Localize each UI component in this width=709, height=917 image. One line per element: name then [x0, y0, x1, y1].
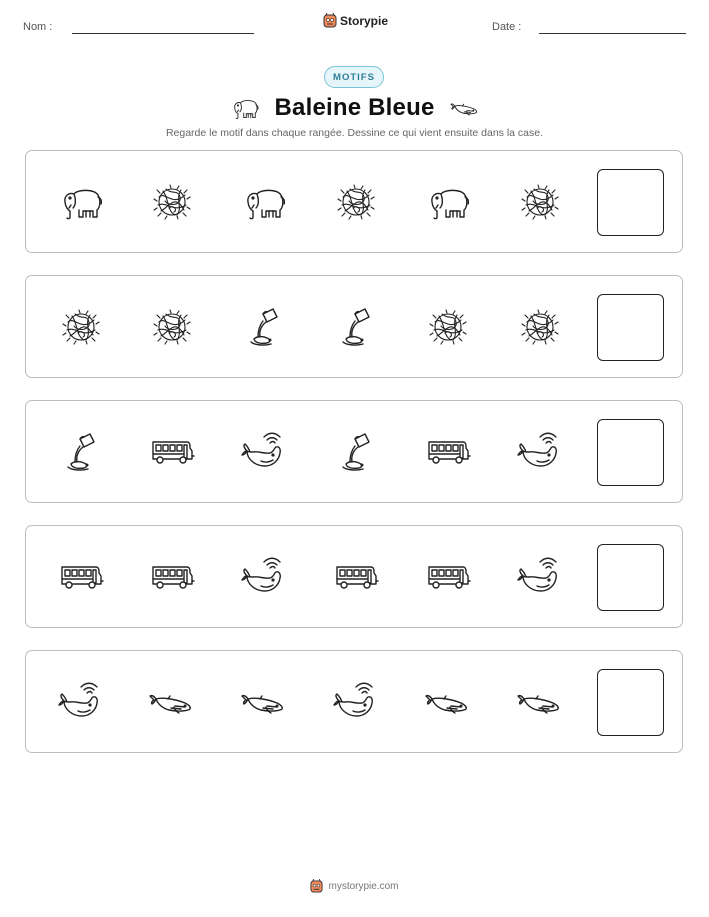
- pattern-cell: [56, 552, 106, 602]
- tangle-icon: [56, 302, 106, 352]
- pattern-cell: [515, 302, 565, 352]
- pattern-row-5: [25, 650, 683, 753]
- whale-spout-icon: [56, 677, 106, 727]
- footer-url: mystorypie.com: [328, 881, 399, 892]
- water-pour-icon: [56, 427, 106, 477]
- pattern-cell: [239, 427, 289, 477]
- pattern-cell: [515, 177, 565, 227]
- pattern-cell: [423, 427, 473, 477]
- pattern-row-2: [25, 275, 683, 378]
- elephant-icon: [423, 177, 473, 227]
- bus-icon: [147, 552, 197, 602]
- category-tag: MOTIFS: [324, 66, 384, 88]
- page-title: Baleine Bleue: [274, 94, 435, 121]
- brand-name: Storypie: [340, 14, 389, 28]
- bus-icon: [147, 427, 197, 477]
- pattern-row-3: [25, 400, 683, 503]
- whale-spout-icon: [515, 427, 565, 477]
- pattern-cell: [56, 302, 106, 352]
- pattern-cell: [239, 552, 289, 602]
- pattern-cell: [331, 177, 381, 227]
- date-line[interactable]: [539, 33, 686, 34]
- whale-spout-icon: [239, 427, 289, 477]
- pattern-cell: [147, 552, 197, 602]
- blue-whale-icon: [449, 92, 481, 124]
- pattern-cell: [56, 177, 106, 227]
- pattern-cell: [56, 677, 106, 727]
- pattern-row-4: [25, 525, 683, 628]
- answer-box[interactable]: [597, 544, 664, 611]
- bus-icon: [331, 552, 381, 602]
- tangle-icon: [147, 302, 197, 352]
- date-label: Date :: [492, 21, 522, 33]
- bus-icon: [423, 427, 473, 477]
- bus-icon: [423, 552, 473, 602]
- pattern-cell: [423, 677, 473, 727]
- pattern-cell: [239, 302, 289, 352]
- elephant-icon: [229, 92, 261, 124]
- elephant-icon: [56, 177, 106, 227]
- tangle-icon: [423, 302, 473, 352]
- pattern-cell: [147, 177, 197, 227]
- instructions: Regarde le motif dans chaque rangée. Dessine ce qui vient ensuite dans la case.: [165, 127, 544, 139]
- storypie-mascot-icon: [323, 13, 337, 29]
- answer-box[interactable]: [597, 294, 664, 361]
- pattern-cell: [331, 552, 381, 602]
- pattern-cell: [147, 302, 197, 352]
- answer-box[interactable]: [597, 419, 664, 486]
- footer: [0, 879, 709, 894]
- answer-box[interactable]: [597, 669, 664, 736]
- pattern-cell: [331, 427, 381, 477]
- pattern-cell: [239, 677, 289, 727]
- tangle-icon: [515, 177, 565, 227]
- blue-whale-icon: [423, 677, 473, 727]
- name-line[interactable]: [72, 33, 254, 34]
- bus-icon: [56, 552, 106, 602]
- blue-whale-icon: [239, 677, 289, 727]
- pattern-cell: [56, 427, 106, 477]
- pattern-cell: [147, 677, 197, 727]
- answer-box[interactable]: [597, 169, 664, 236]
- tangle-icon: [147, 177, 197, 227]
- water-pour-icon: [331, 427, 381, 477]
- storypie-logo: [323, 13, 388, 29]
- pattern-row-1: [25, 150, 683, 253]
- name-label: Nom :: [23, 21, 53, 33]
- water-pour-icon: [331, 302, 381, 352]
- tangle-icon: [515, 302, 565, 352]
- pattern-cell: [515, 552, 565, 602]
- pattern-cell: [423, 177, 473, 227]
- elephant-icon: [239, 177, 289, 227]
- pattern-cell: [423, 302, 473, 352]
- storypie-mascot-icon: [310, 879, 323, 894]
- pattern-cell: [423, 552, 473, 602]
- whale-spout-icon: [515, 552, 565, 602]
- pattern-cell: [515, 677, 565, 727]
- tangle-icon: [331, 177, 381, 227]
- blue-whale-icon: [515, 677, 565, 727]
- whale-spout-icon: [331, 677, 381, 727]
- blue-whale-icon: [147, 677, 197, 727]
- pattern-cell: [515, 427, 565, 477]
- water-pour-icon: [239, 302, 289, 352]
- whale-spout-icon: [239, 552, 289, 602]
- pattern-cell: [331, 302, 381, 352]
- pattern-cell: [239, 177, 289, 227]
- pattern-cell: [331, 677, 381, 727]
- title-block: [0, 92, 709, 124]
- pattern-cell: [147, 427, 197, 477]
